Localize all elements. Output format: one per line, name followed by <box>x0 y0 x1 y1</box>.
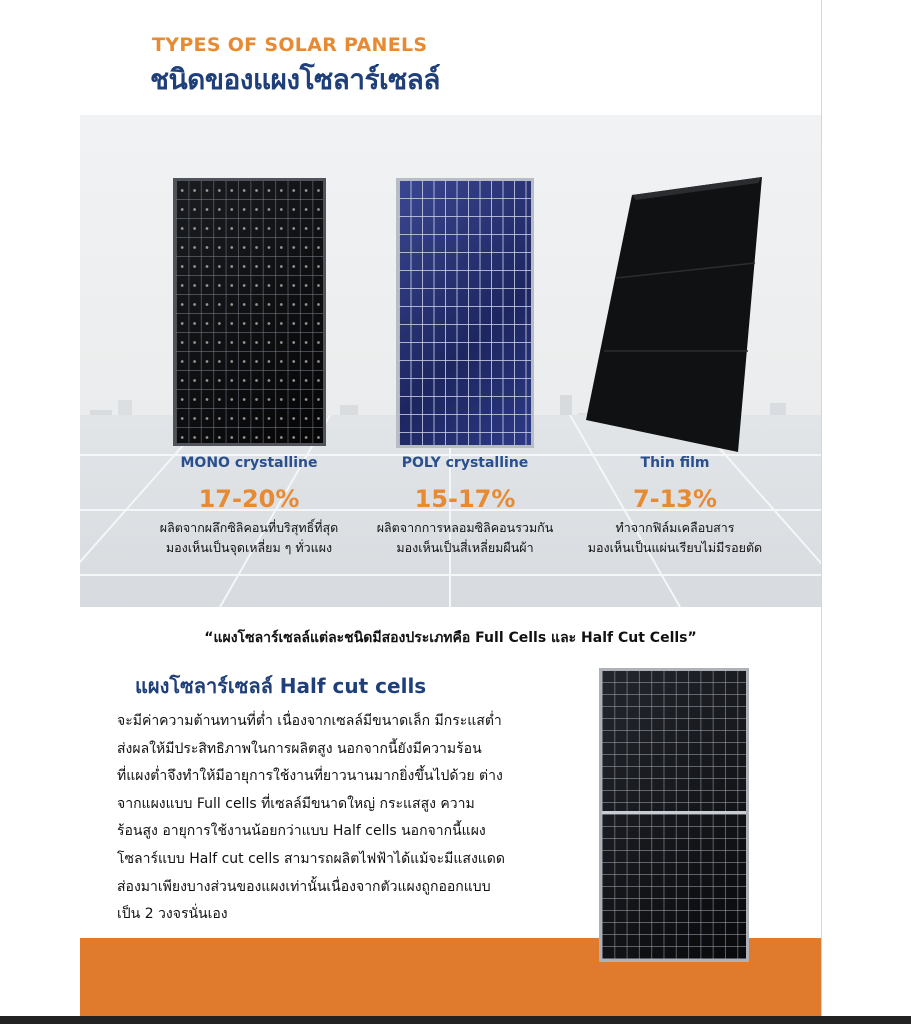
thin-film-panel-icon <box>580 175 770 455</box>
mono-efficiency: 17-20% <box>198 485 300 513</box>
poly-description-line: ผลิตจากการหลอมซิลิคอนรวมกัน <box>376 520 554 535</box>
cell-types-quote: “แผงโซลาร์เซลล์แต่ละชนิดมีสองประเภทคือ Full Cells และ Half Cut Cells” <box>204 630 697 646</box>
poly-description <box>350 518 580 558</box>
poly-solar-panel-icon <box>396 178 534 448</box>
mono-solar-panel-icon <box>173 178 326 446</box>
body-line: ที่แผงต่ำจึงทำให้มีอายุการใช้งานที่ยาวนานมากยิ่งขึ้นไปด้วย ต่าง <box>117 768 503 785</box>
mono-panel-label: MONO crystalline <box>180 455 318 471</box>
body-line: จากแผงแบบ Full cells ที่เซลล์มีขนาดใหญ่ กระแสสูง ความ <box>117 795 475 812</box>
bottom-edge-bar <box>0 1016 911 1024</box>
body-line: ส่งผลให้มีประสิทธิภาพในการผลิตสูง นอกจากนี้ยังมีความร้อน <box>117 740 482 757</box>
page-edge-divider <box>821 0 822 1024</box>
brochure-page <box>80 0 821 1024</box>
poly-panel-label: POLY crystalline <box>401 455 529 471</box>
poly-efficiency: 15-17% <box>414 485 516 513</box>
thin-film-description <box>560 518 790 558</box>
thin-film-efficiency: 7-13% <box>632 485 718 513</box>
half-cut-body <box>117 708 587 929</box>
body-line: โซลาร์แบบ Half cut cells สามารถผลิตไฟฟ้าได้แม้จะมีแสงแดด <box>117 850 505 867</box>
body-line: ส่องมาเพียงบางส่วนของแผงเท่านั้นเนื่องจากตัวแผงถูกออกแบบ <box>117 878 491 895</box>
half-cut-heading: แผงโซลาร์เซลล์ Half cut cells <box>135 674 427 698</box>
title-thai: ชนิดของแผงโซลาร์เซลล์ <box>150 63 440 96</box>
half-cut-solar-panel-icon <box>599 668 749 962</box>
thin-film-panel-label: Thin film <box>640 455 710 471</box>
thin-film-description-line: มองเห็นเป็นแผ่นเรียบไม่มีรอยตัด <box>587 540 763 555</box>
panel-types-hero <box>80 115 821 607</box>
mono-description-line: มองเห็นเป็นจุดเหลี่ยม ๆ ทั่วแผง <box>165 540 333 555</box>
body-line: จะมีค่าความต้านทานที่ต่ำ เนื่องจากเซลล์มีขนาดเล็ก มีกระแสต่ำ <box>117 713 502 729</box>
body-line: เป็น 2 วงจรนั่นเอง <box>117 906 228 923</box>
body-line: ร้อนสูง อายุการใช้งานน้อยกว่าแบบ Half cells นอกจากนี้แผง <box>117 823 486 840</box>
thin-film-description-line: ทำจากฟิล์มเคลือบสาร <box>615 520 735 535</box>
mono-description <box>134 518 364 558</box>
poly-description-line: มองเห็นเป็นสี่เหลี่ยมผืนผ้า <box>396 540 534 555</box>
mono-description-line: ผลิตจากผลึกซิลิคอนที่บริสุทธิ์ที่สุด <box>159 520 339 535</box>
title-english: TYPES OF SOLAR PANELS <box>152 34 428 56</box>
